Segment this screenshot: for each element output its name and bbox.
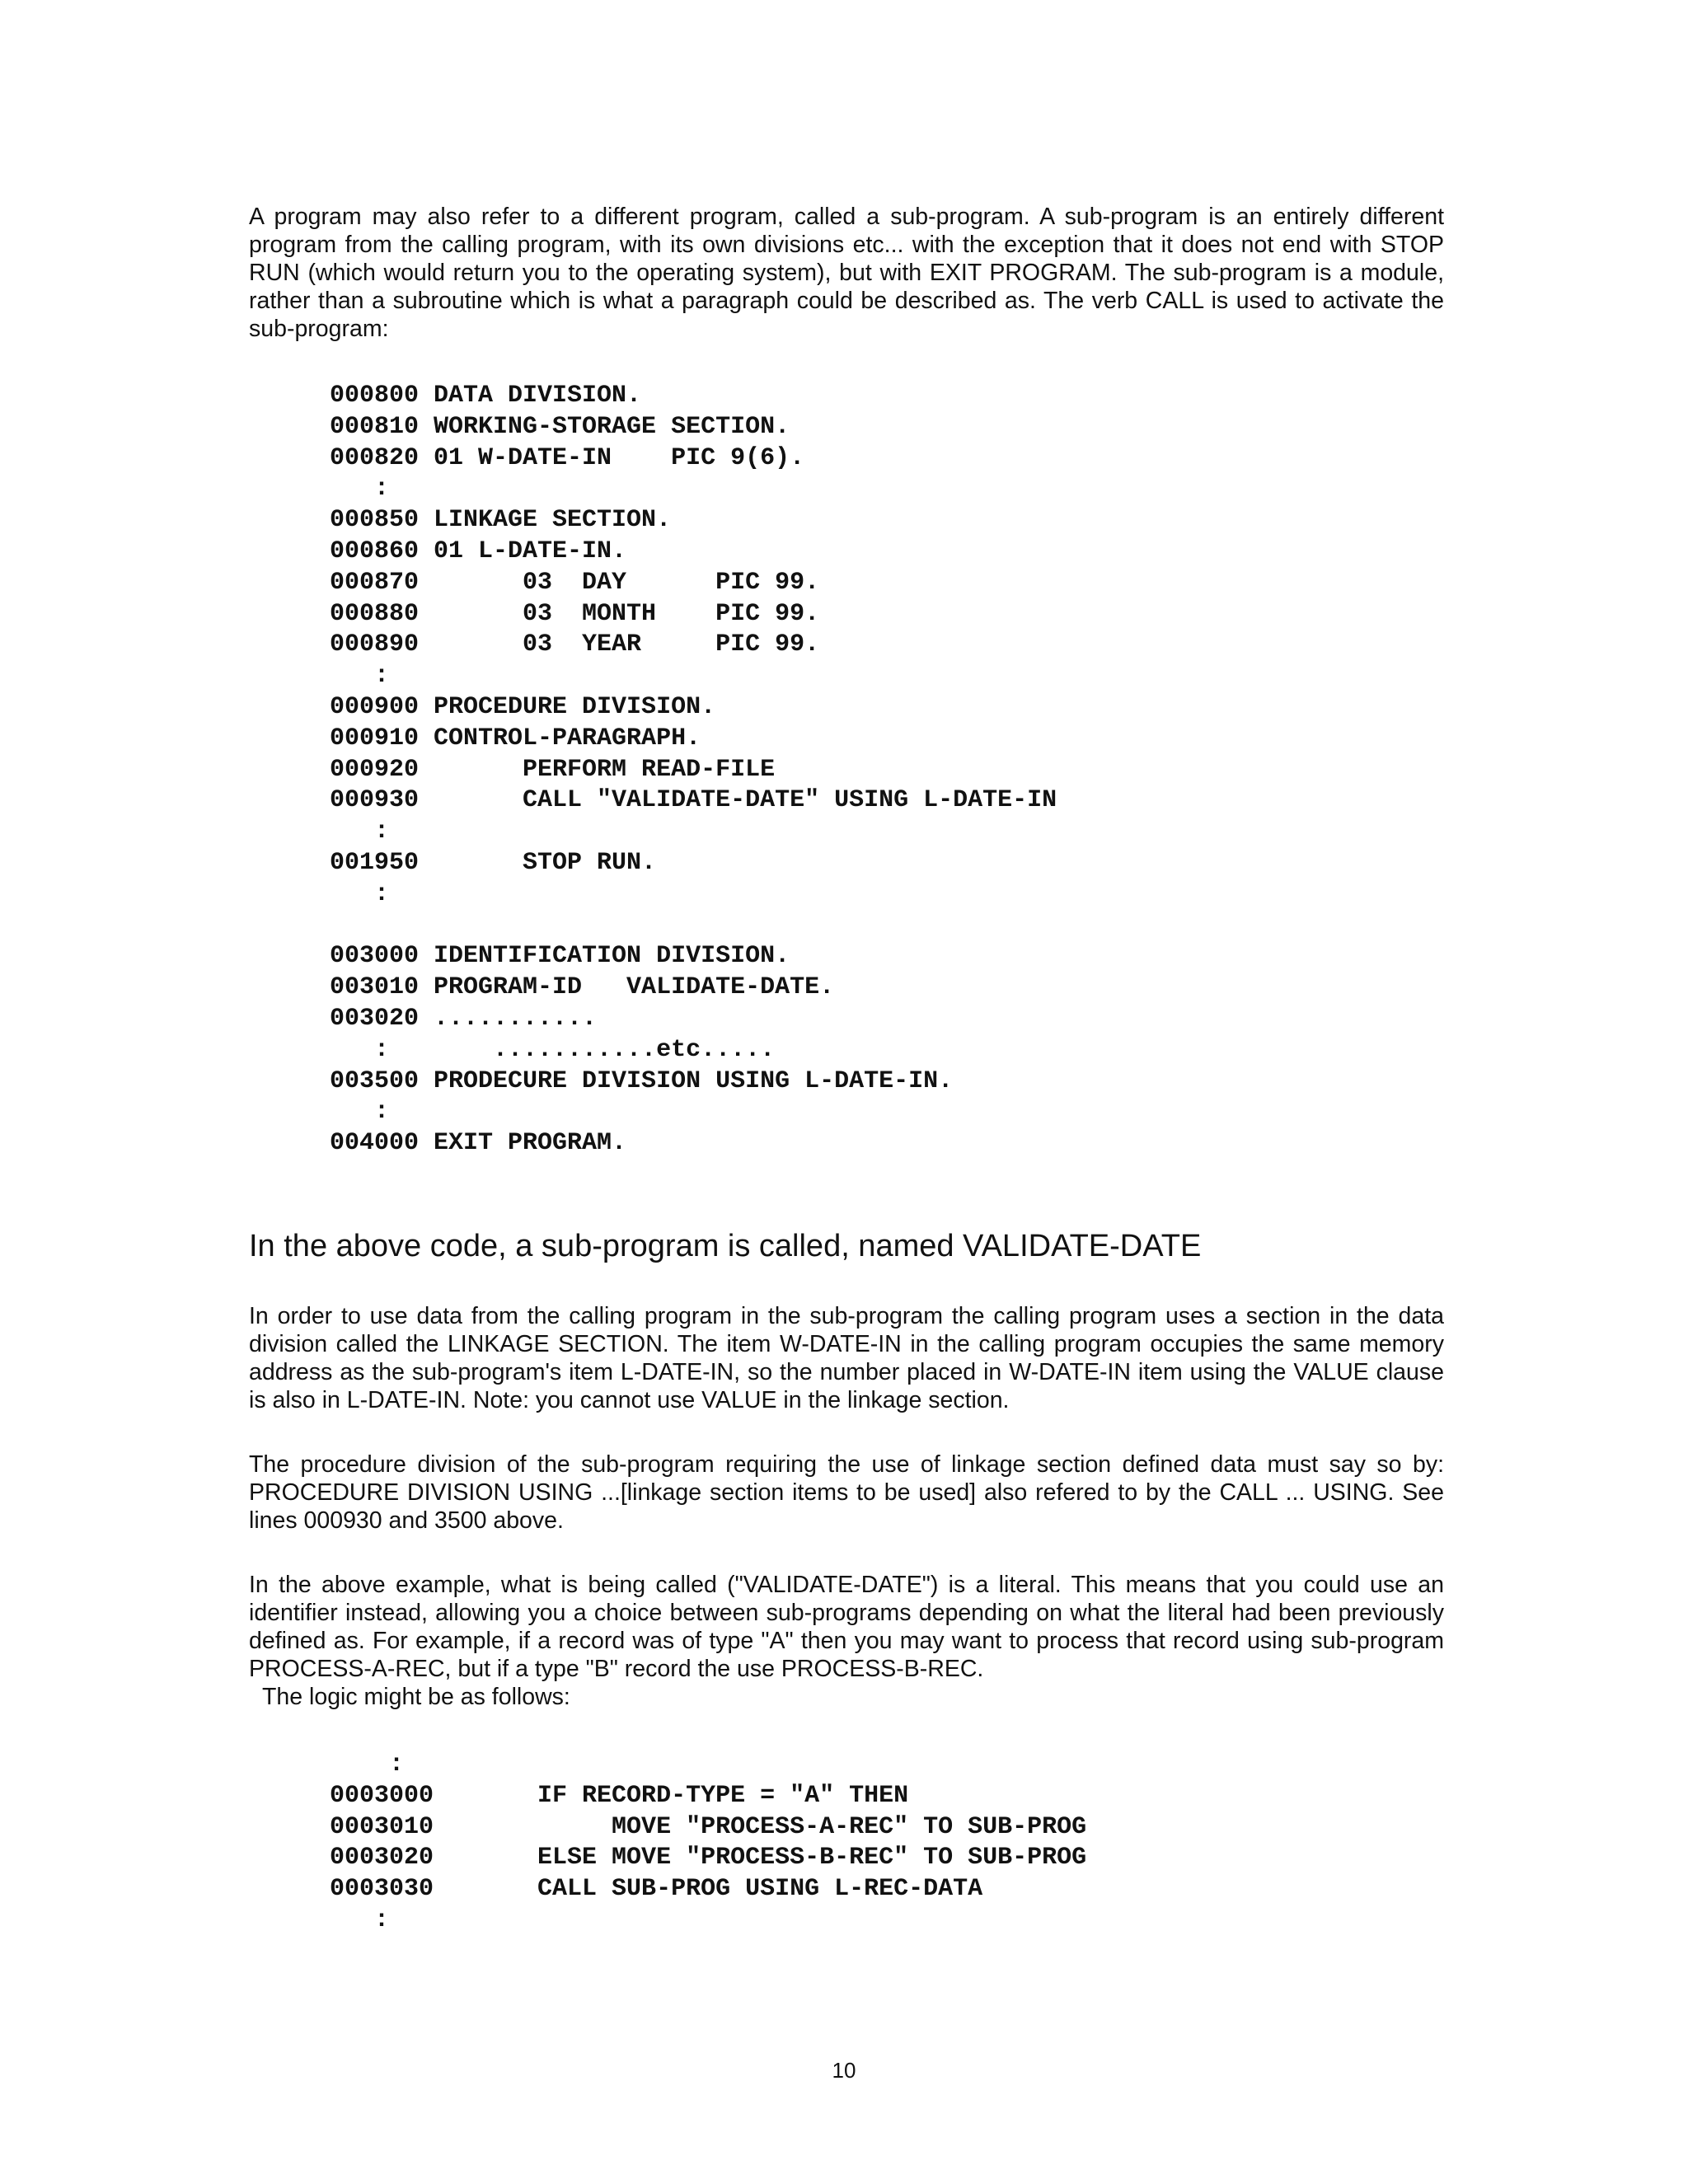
code-line: 003020 ........... <box>330 1005 598 1033</box>
code-line: 000900 PROCEDURE DIVISION. <box>330 693 716 721</box>
code-line: 000870 03 DAY PIC 99. <box>330 568 820 597</box>
code-line: 0003030 CALL SUB-PROG USING L-REC-DATA <box>330 1875 983 1904</box>
code-line: : ...........etc..... <box>330 1035 776 1064</box>
code-line: : <box>330 1750 405 1779</box>
code-line: 000820 01 W-DATE-IN PIC 9(6). <box>330 443 805 472</box>
code-line: 004000 EXIT PROGRAM. <box>330 1129 627 1158</box>
code-block-call-example <box>0 380 1688 1159</box>
code-line: 000910 CONTROL-PARAGRAPH. <box>330 724 701 752</box>
code-line: : <box>330 1098 390 1127</box>
code-line: 000890 03 YEAR PIC 99. <box>330 630 820 659</box>
paragraph-logic-intro: The logic might be as follows: <box>262 1684 570 1710</box>
paragraph-literal: In the above example, what is being called ("VALIDATE-DATE") is a literal. This means that you could use an identifier instead, allowing you a choice between sub-programs depending on what the literal had been previously defined as. For example, if a record was of type "A" then you may want to process that record using sub-program PROCESS-A-REC, but if a type "B" record the use PROCESS-B-REC. <box>249 1572 1444 1682</box>
code-line: 003010 PROGRAM-ID VALIDATE-DATE. <box>330 973 835 1002</box>
code-block-logic-example <box>0 1749 1688 1936</box>
page-number: 10 <box>832 2058 856 2083</box>
code-line: 003000 IDENTIFICATION DIVISION. <box>330 942 790 971</box>
code-line: 003500 PRODECURE DIVISION USING L-DATE-IN. <box>330 1066 954 1095</box>
code-line: 0003000 IF RECORD-TYPE = "A" THEN <box>330 1781 909 1810</box>
code-line: 000800 DATA DIVISION. <box>330 382 642 410</box>
code-line: 0003020 ELSE MOVE "PROCESS-B-REC" TO SUB-PROG <box>330 1844 1087 1872</box>
code-line: 000810 WORKING-STORAGE SECTION. <box>330 412 790 441</box>
section-heading: In the above code, a sub-program is called, named VALIDATE-DATE <box>249 1229 1202 1263</box>
code-line: : <box>330 1906 390 1934</box>
code-line: 000880 03 MONTH PIC 99. <box>330 599 820 628</box>
code-line: 0003010 MOVE "PROCESS-A-REC" TO SUB-PROG <box>330 1812 1087 1841</box>
code-line: 000920 PERFORM READ-FILE <box>330 755 776 784</box>
paragraph-linkage-section: In order to use data from the calling program in the sub-program the calling program uses a section in the data division called the LINKAGE SECTION. The item W-DATE-IN in the calling program occupies the same memory address as the sub-program's item L-DATE-IN, so the number placed in W-DATE-IN item using the VALUE clause is also in L-DATE-IN. Note: you cannot use VALUE in the linkage section. <box>249 1303 1444 1413</box>
code-line: : <box>330 662 390 691</box>
paragraph-procedure-using: The procedure division of the sub-program requiring the use of linkage section defined data must say so by: PROCEDURE DIVISION USING ...[linkage section items to be used] also refered to by the CALL ... USING. See lines 000930 and 3500 above. <box>249 1451 1444 1534</box>
code-line: 000850 LINKAGE SECTION. <box>330 506 672 535</box>
code-line: 000860 01 L-DATE-IN. <box>330 537 627 565</box>
code-line: 000930 CALL "VALIDATE-DATE" USING L-DATE-IN <box>330 786 1057 815</box>
intro-paragraph: A program may also refer to a different program, called a sub-program. A sub-program is an entirely different program from the calling program, with its own divisions etc... with the exception that it does not end with STOP RUN (which would return you to the operating system), but with EXIT PROGRAM. The sub-program is a module, rather than a subroutine which is what a paragraph could be described as. The verb CALL is used to activate the sub-program: <box>249 204 1444 342</box>
code-line: : <box>330 475 390 504</box>
code-line: : <box>330 879 390 908</box>
code-line: : <box>330 818 390 846</box>
code-line: 001950 STOP RUN. <box>330 849 657 877</box>
